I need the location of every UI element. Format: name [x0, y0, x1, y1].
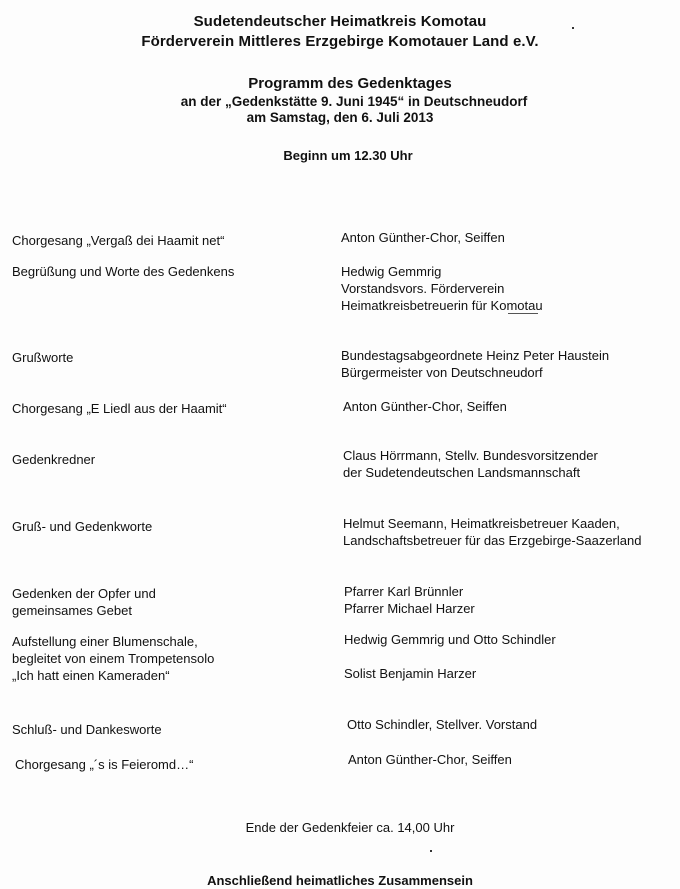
program-item-line: Chorgesang „E Liedl aus der Haamit“ — [12, 401, 227, 416]
program-performer — [344, 631, 680, 682]
program-performer-line: Otto Schindler, Stellver. Vorstand — [347, 717, 538, 732]
program-performer-line: Anton Günther-Chor, Seiffen — [343, 399, 507, 414]
program-performer — [344, 583, 680, 617]
program-performer-spacer — [344, 648, 680, 665]
program-item-line: Gruß- und Gedenkworte — [12, 519, 153, 534]
program-performer-line: Claus Hörrmann, Stellv. Bundesvorsitzender — [343, 448, 598, 463]
program-item-line: Schluß- und Dankesworte — [12, 722, 162, 737]
program-performer-line: Hedwig Gemmrig — [341, 264, 442, 279]
program-performer — [343, 398, 680, 415]
program-performer-line: Helmut Seemann, Heimatkreisbetreuer Kaaden, — [343, 516, 620, 531]
program-item — [15, 756, 335, 773]
program-item — [12, 400, 332, 417]
end-time: Ende der Gedenkfeier ca. 14,00 Uhr — [245, 820, 455, 835]
program-performer — [348, 751, 680, 768]
program-item-line: gemeinsames Gebet — [12, 603, 132, 618]
program-item-line: begleitet von einem Trompetensolo — [12, 651, 215, 666]
scan-speck — [572, 27, 574, 29]
program-performer-line: Landschaftsbetreuer für das Erzgebirge-Saazerland — [343, 533, 642, 548]
program-performer — [347, 716, 680, 733]
program-performer-line: Solist Benjamin Harzer — [344, 666, 477, 681]
program-performer-line: Pfarrer Karl Brünnler — [344, 584, 464, 599]
program-performer-line: Vorstandsvors. Förderverein — [341, 281, 505, 296]
program-performer — [341, 229, 680, 246]
program-performer-line: Bürgermeister von Deutschneudorf — [341, 365, 543, 380]
program-performer-line: Bundestagsabgeordnete Heinz Peter Haustein — [341, 348, 610, 363]
program-item-line: Grußworte — [12, 350, 74, 365]
organization-line-2: Förderverein Mittleres Erzgebirge Komotauer Land e.V. — [141, 33, 539, 50]
organization-line-1: Sudetendeutscher Heimatkreis Komotau — [193, 13, 487, 30]
program-item-line: Gedenken der Opfer und — [12, 586, 156, 601]
program-item — [12, 232, 332, 249]
program-item-line: Chorgesang „Vergaß dei Haamit net“ — [12, 233, 225, 248]
program-performer-line: Anton Günther-Chor, Seiffen — [348, 752, 512, 767]
date-line: am Samstag, den 6. Juli 2013 — [246, 110, 434, 125]
program-item — [12, 721, 332, 738]
program-performer-line: Anton Günther-Chor, Seiffen — [341, 230, 505, 245]
program-item — [12, 451, 332, 468]
program-item-line: Begrüßung und Worte des Gedenkens — [12, 264, 235, 279]
program-performer — [341, 263, 680, 314]
program-performer — [343, 515, 680, 549]
program-item-line: Gedenkredner — [12, 452, 96, 467]
program-item — [12, 585, 332, 619]
program-performer — [343, 447, 680, 481]
program-item-line: Aufstellung einer Blumenschale, — [12, 634, 198, 649]
program-performer — [341, 347, 680, 381]
afterwards-note: Anschließend heimatliches Zusammensein — [207, 873, 473, 888]
program-item — [12, 349, 332, 366]
program-item — [12, 633, 332, 684]
program-item-line: Chorgesang „´s is Feieromd…“ — [15, 757, 194, 772]
scan-speck — [430, 850, 432, 852]
program-performer-line: Pfarrer Michael Harzer — [344, 601, 475, 616]
program-performer-line: Hedwig Gemmrig und Otto Schindler — [344, 632, 556, 647]
document-title: Programm des Gedenktages — [248, 75, 452, 92]
program-item — [12, 518, 332, 535]
pen-stroke — [508, 313, 538, 314]
start-time: Beginn um 12.30 Uhr — [283, 148, 413, 163]
location-line: an der „Gedenkstätte 9. Juni 1945“ in Deutschneudorf — [180, 94, 528, 109]
program-performer-line: Heimatkreisbetreuerin für Komotau — [341, 298, 543, 313]
program-performer-line: der Sudetendeutschen Landsmannschaft — [343, 465, 581, 480]
program-item-line: „Ich hatt einen Kameraden“ — [12, 668, 170, 683]
program-item — [12, 263, 332, 280]
